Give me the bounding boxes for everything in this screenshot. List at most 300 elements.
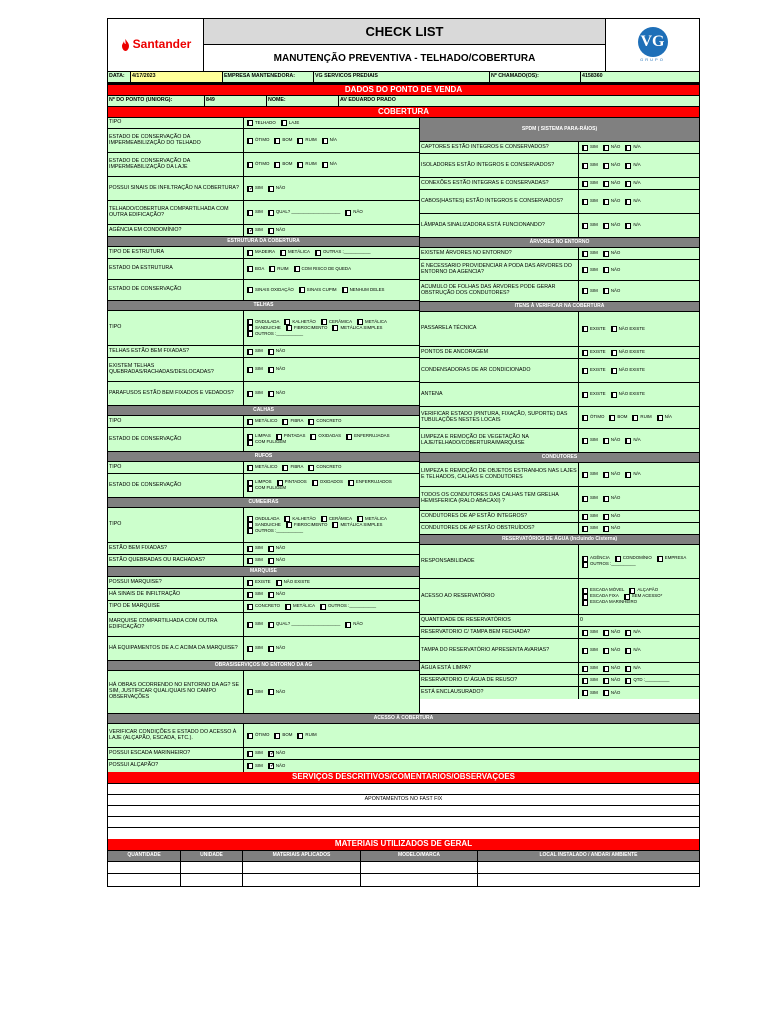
servicos-text[interactable] <box>108 828 699 839</box>
checkbox[interactable] <box>603 678 609 684</box>
checkbox[interactable] <box>274 733 280 739</box>
empresa-value[interactable]: VG SERVICOS PREDIAIS <box>314 72 490 82</box>
checkbox[interactable] <box>582 630 588 636</box>
option-sim[interactable] <box>582 630 598 636</box>
checkbox[interactable] <box>603 666 609 672</box>
checkbox[interactable] <box>582 392 588 398</box>
checkbox[interactable] <box>345 622 351 628</box>
option-existe[interactable] <box>582 392 606 398</box>
checkbox[interactable] <box>247 763 253 769</box>
option-bom[interactable] <box>274 162 292 168</box>
option-outros[interactable] <box>247 528 303 534</box>
option-nenhum-deles[interactable] <box>342 287 385 293</box>
option-oxidadas[interactable] <box>310 434 341 440</box>
checkbox[interactable] <box>625 145 631 151</box>
option-ruim[interactable] <box>632 415 651 421</box>
checkbox[interactable] <box>247 367 253 373</box>
checkbox[interactable] <box>277 480 283 486</box>
checkbox[interactable] <box>297 138 303 144</box>
option-nao[interactable] <box>268 763 286 769</box>
checkbox[interactable] <box>582 350 588 356</box>
checkbox[interactable] <box>315 250 321 256</box>
option-com-risco-de-queda[interactable] <box>294 266 352 272</box>
checkbox[interactable] <box>247 349 253 355</box>
option-sim[interactable] <box>247 763 263 769</box>
option-sim[interactable] <box>582 199 598 205</box>
checkbox[interactable] <box>282 465 288 471</box>
option-sinais-cupim[interactable] <box>299 287 337 293</box>
checkbox[interactable] <box>247 210 253 216</box>
option-n-a[interactable] <box>625 472 640 478</box>
option-nao[interactable] <box>268 391 286 397</box>
checkbox[interactable] <box>247 622 253 628</box>
checkbox[interactable] <box>268 546 274 552</box>
option-nao[interactable] <box>603 288 621 294</box>
materiais-cell[interactable] <box>361 862 478 873</box>
option-sim[interactable] <box>582 496 598 502</box>
servicos-text[interactable] <box>108 784 699 794</box>
option-n-a[interactable] <box>657 415 672 421</box>
checkbox[interactable] <box>582 600 588 606</box>
option-n-a[interactable] <box>625 199 640 205</box>
option-ruim[interactable] <box>297 733 316 739</box>
checkbox[interactable] <box>247 331 253 337</box>
checkbox[interactable] <box>625 223 631 229</box>
option-concreto[interactable] <box>308 465 341 471</box>
option-n-a[interactable] <box>625 163 640 169</box>
checkbox[interactable] <box>308 419 314 425</box>
checkbox[interactable] <box>582 514 588 520</box>
checkbox[interactable] <box>582 526 588 532</box>
checkbox[interactable] <box>268 391 274 397</box>
checkbox[interactable] <box>247 266 253 272</box>
option-metalica[interactable] <box>280 250 310 256</box>
option-ruim[interactable] <box>297 138 316 144</box>
option-sim[interactable] <box>247 367 263 373</box>
option-nao[interactable] <box>345 210 363 216</box>
option-madeira[interactable] <box>247 250 275 256</box>
materiais-cell[interactable] <box>243 862 361 873</box>
option-nao[interactable] <box>603 648 621 654</box>
checkbox[interactable] <box>625 472 631 478</box>
checkbox[interactable] <box>625 199 631 205</box>
option-nao[interactable] <box>603 472 621 478</box>
checkbox[interactable] <box>247 546 253 552</box>
checkbox[interactable] <box>247 228 253 234</box>
checkbox[interactable] <box>603 223 609 229</box>
option-n-a[interactable] <box>625 145 640 151</box>
option-sim[interactable] <box>582 648 598 654</box>
option-nao[interactable] <box>268 751 286 757</box>
checkbox[interactable] <box>582 326 588 332</box>
checkbox[interactable] <box>342 287 348 293</box>
answer-value[interactable]: 0 <box>579 615 699 626</box>
checkbox[interactable] <box>582 199 588 205</box>
option-nao[interactable] <box>603 181 621 187</box>
option-sim[interactable] <box>582 288 598 294</box>
checkbox[interactable] <box>603 496 609 502</box>
checkbox[interactable] <box>280 250 286 256</box>
ponto-numero-value[interactable]: 849 <box>205 96 267 106</box>
option-nao[interactable] <box>603 199 621 205</box>
option-sim[interactable] <box>247 751 263 757</box>
option-nao-existe[interactable] <box>611 392 645 398</box>
checkbox[interactable] <box>268 349 274 355</box>
checkbox[interactable] <box>603 526 609 532</box>
materiais-cell[interactable] <box>181 862 243 873</box>
checkbox[interactable] <box>582 288 588 294</box>
checkbox[interactable] <box>247 162 253 168</box>
data-value[interactable]: 4/17/2023 <box>131 72 223 82</box>
option-nao[interactable] <box>603 267 621 273</box>
option-metalica[interactable] <box>285 604 315 610</box>
checkbox[interactable] <box>611 350 617 356</box>
option-nao[interactable] <box>268 558 286 564</box>
option-pintadas[interactable] <box>276 434 306 440</box>
checkbox[interactable] <box>285 604 291 610</box>
checkbox[interactable] <box>582 496 588 502</box>
option-outras[interactable] <box>315 250 371 256</box>
checkbox[interactable] <box>657 415 663 421</box>
option-nao[interactable] <box>603 145 621 151</box>
checkbox[interactable] <box>247 558 253 564</box>
option-nao[interactable] <box>345 622 363 628</box>
option-qtd[interactable] <box>625 678 669 684</box>
servicos-text[interactable] <box>108 817 699 827</box>
option-outros[interactable] <box>247 331 303 337</box>
checkbox[interactable] <box>582 267 588 273</box>
option-escada-marinheiro[interactable] <box>582 600 637 606</box>
materiais-cell[interactable] <box>478 874 699 886</box>
option-sim[interactable] <box>582 438 598 444</box>
option-otimo[interactable] <box>247 733 269 739</box>
checkbox[interactable] <box>276 580 282 586</box>
servicos-text[interactable] <box>108 806 699 816</box>
option-sim[interactable] <box>247 186 263 192</box>
option-nao[interactable] <box>268 646 286 652</box>
checkbox[interactable] <box>625 181 631 187</box>
option-qual[interactable] <box>268 210 340 216</box>
option-n-a[interactable] <box>625 223 640 229</box>
checkbox[interactable] <box>609 415 615 421</box>
option-nao[interactable] <box>603 496 621 502</box>
option-sim[interactable] <box>582 690 598 696</box>
checkbox[interactable] <box>247 528 253 534</box>
option-boa[interactable] <box>247 266 264 272</box>
option-sim[interactable] <box>247 622 263 628</box>
checkbox[interactable] <box>274 138 280 144</box>
option-sim[interactable] <box>582 514 598 520</box>
option-n-a[interactable] <box>625 666 640 672</box>
option-sim[interactable] <box>582 181 598 187</box>
checkbox[interactable] <box>603 163 609 169</box>
option-sim[interactable] <box>247 210 263 216</box>
option-com-fuligem[interactable] <box>247 440 286 446</box>
materiais-cell[interactable] <box>478 862 699 873</box>
option-n-a[interactable] <box>322 162 337 168</box>
materiais-cell[interactable] <box>361 874 478 886</box>
option-bom[interactable] <box>609 415 627 421</box>
checkbox[interactable] <box>346 434 352 440</box>
ponto-nome-value[interactable]: AV EDUARDO PRADO <box>339 96 699 106</box>
option-nao[interactable] <box>268 367 286 373</box>
checkbox[interactable] <box>268 186 274 192</box>
checkbox[interactable] <box>582 562 588 568</box>
checkbox[interactable] <box>247 391 253 397</box>
checkbox[interactable] <box>268 689 274 695</box>
checkbox[interactable] <box>357 516 363 522</box>
checkbox[interactable] <box>247 440 253 446</box>
checkbox[interactable] <box>247 580 253 586</box>
checkbox[interactable] <box>286 325 292 331</box>
checkbox[interactable] <box>247 751 253 757</box>
checkbox[interactable] <box>247 250 253 256</box>
option-sim[interactable] <box>247 228 263 234</box>
chamado-value[interactable]: 4158360 <box>581 72 699 82</box>
checkbox[interactable] <box>603 267 609 273</box>
materiais-cell[interactable] <box>243 874 361 886</box>
option-nao[interactable] <box>268 689 286 695</box>
option-sem-acesso[interactable] <box>624 594 663 600</box>
checkbox[interactable] <box>322 162 328 168</box>
option-nao[interactable] <box>268 228 286 234</box>
checkbox[interactable] <box>247 419 253 425</box>
checkbox[interactable] <box>582 368 588 374</box>
option-existe[interactable] <box>582 350 606 356</box>
checkbox[interactable] <box>281 120 287 126</box>
option-concreto[interactable] <box>308 419 341 425</box>
option-metalica-simples[interactable] <box>332 325 382 331</box>
option-nao[interactable] <box>268 349 286 355</box>
option-n-a[interactable] <box>625 648 640 654</box>
option-nao[interactable] <box>603 630 621 636</box>
checkbox[interactable] <box>624 594 630 600</box>
checkbox[interactable] <box>268 367 274 373</box>
option-pintados[interactable] <box>277 480 307 486</box>
checkbox[interactable] <box>357 319 363 325</box>
checkbox[interactable] <box>603 145 609 151</box>
checkbox[interactable] <box>297 162 303 168</box>
checkbox[interactable] <box>625 438 631 444</box>
option-sim[interactable] <box>247 349 263 355</box>
option-oxidados[interactable] <box>312 480 343 486</box>
checkbox[interactable] <box>603 199 609 205</box>
checkbox[interactable] <box>345 210 351 216</box>
option-fibra[interactable] <box>282 465 303 471</box>
checkbox[interactable] <box>282 419 288 425</box>
checkbox[interactable] <box>582 690 588 696</box>
checkbox[interactable] <box>247 592 253 598</box>
option-nao-existe[interactable] <box>611 350 645 356</box>
option-ruim[interactable] <box>297 162 316 168</box>
option-existe[interactable] <box>582 368 606 374</box>
option-sim[interactable] <box>582 163 598 169</box>
option-nao[interactable] <box>603 678 621 684</box>
checkbox[interactable] <box>603 514 609 520</box>
checkbox[interactable] <box>268 646 274 652</box>
checkbox[interactable] <box>603 690 609 696</box>
option-n-a[interactable] <box>625 438 640 444</box>
checkbox[interactable] <box>268 622 274 628</box>
option-outros[interactable] <box>582 562 636 568</box>
option-nao[interactable] <box>603 690 621 696</box>
checkbox[interactable] <box>310 434 316 440</box>
option-sinais-oxidacao[interactable] <box>247 287 294 293</box>
option-telhado[interactable] <box>247 120 276 126</box>
option-existe[interactable] <box>582 326 606 332</box>
option-n-a[interactable] <box>322 138 337 144</box>
option-sim[interactable] <box>247 391 263 397</box>
checkbox[interactable] <box>629 588 635 594</box>
option-nao[interactable] <box>603 163 621 169</box>
option-existe[interactable] <box>247 580 271 586</box>
option-metalico[interactable] <box>247 419 277 425</box>
option-sim[interactable] <box>247 546 263 552</box>
option-enferrujadas[interactable] <box>346 434 389 440</box>
option-nao-existe[interactable] <box>611 368 645 374</box>
checkbox[interactable] <box>582 415 588 421</box>
option-nao[interactable] <box>603 526 621 532</box>
checkbox[interactable] <box>269 266 275 272</box>
checkbox[interactable] <box>247 733 253 739</box>
checkbox[interactable] <box>268 592 274 598</box>
materiais-cell[interactable] <box>108 862 181 873</box>
checkbox[interactable] <box>625 678 631 684</box>
checkbox[interactable] <box>582 666 588 672</box>
checkbox[interactable] <box>603 648 609 654</box>
servicos-text[interactable]: APONTAMENTOS NO FAST FIX <box>364 796 443 803</box>
checkbox[interactable] <box>582 223 588 229</box>
option-nao[interactable] <box>603 251 621 257</box>
option-bom[interactable] <box>274 138 292 144</box>
option-nao[interactable] <box>268 546 286 552</box>
checkbox[interactable] <box>321 516 327 522</box>
checkbox[interactable] <box>286 522 292 528</box>
option-nao[interactable] <box>268 186 286 192</box>
checkbox[interactable] <box>297 733 303 739</box>
checkbox[interactable] <box>322 138 328 144</box>
checkbox[interactable] <box>268 210 274 216</box>
checkbox[interactable] <box>332 522 338 528</box>
checkbox[interactable] <box>611 392 617 398</box>
option-nao[interactable] <box>268 592 286 598</box>
checkbox[interactable] <box>247 486 253 492</box>
option-sim[interactable] <box>247 592 263 598</box>
option-sim[interactable] <box>582 251 598 257</box>
option-metalica-simples[interactable] <box>332 522 382 528</box>
checkbox[interactable] <box>657 556 663 562</box>
option-sim[interactable] <box>582 678 598 684</box>
checkbox[interactable] <box>582 648 588 654</box>
checkbox[interactable] <box>603 288 609 294</box>
option-enferrujados[interactable] <box>348 480 392 486</box>
option-bom[interactable] <box>274 733 292 739</box>
option-empresa[interactable] <box>657 556 686 562</box>
option-fibra[interactable] <box>282 419 303 425</box>
checkbox[interactable] <box>611 326 617 332</box>
checkbox[interactable] <box>603 630 609 636</box>
checkbox[interactable] <box>603 438 609 444</box>
option-com-fuligem[interactable] <box>247 486 286 492</box>
option-sim[interactable] <box>582 267 598 273</box>
checkbox[interactable] <box>632 415 638 421</box>
checkbox[interactable] <box>603 472 609 478</box>
option-sim[interactable] <box>582 666 598 672</box>
checkbox[interactable] <box>247 689 253 695</box>
option-qual[interactable] <box>268 622 340 628</box>
option-outros[interactable] <box>320 604 376 610</box>
checkbox[interactable] <box>268 558 274 564</box>
option-sim[interactable] <box>247 558 263 564</box>
option-otimo[interactable] <box>582 415 604 421</box>
checkbox[interactable] <box>582 145 588 151</box>
checkbox[interactable] <box>348 480 354 486</box>
option-otimo[interactable] <box>247 162 269 168</box>
option-nao[interactable] <box>603 438 621 444</box>
materiais-cell[interactable] <box>108 874 181 886</box>
option-ruim[interactable] <box>269 266 288 272</box>
checkbox[interactable] <box>247 138 253 144</box>
checkbox[interactable] <box>268 228 274 234</box>
checkbox[interactable] <box>276 434 282 440</box>
checkbox[interactable] <box>247 120 253 126</box>
option-metalico[interactable] <box>247 465 277 471</box>
checkbox[interactable] <box>268 751 274 757</box>
option-sim[interactable] <box>582 472 598 478</box>
materiais-cell[interactable] <box>181 874 243 886</box>
option-nao[interactable] <box>603 514 621 520</box>
checkbox[interactable] <box>582 472 588 478</box>
checkbox[interactable] <box>312 480 318 486</box>
checkbox[interactable] <box>247 465 253 471</box>
checkbox[interactable] <box>582 163 588 169</box>
checkbox[interactable] <box>294 266 300 272</box>
checkbox[interactable] <box>308 465 314 471</box>
checkbox[interactable] <box>611 368 617 374</box>
option-sim[interactable] <box>582 223 598 229</box>
checkbox[interactable] <box>625 648 631 654</box>
option-nao[interactable] <box>603 666 621 672</box>
option-sim[interactable] <box>247 646 263 652</box>
checkbox[interactable] <box>274 162 280 168</box>
checkbox[interactable] <box>247 604 253 610</box>
checkbox[interactable] <box>582 251 588 257</box>
checkbox[interactable] <box>625 666 631 672</box>
option-nao-existe[interactable] <box>276 580 310 586</box>
checkbox[interactable] <box>625 163 631 169</box>
checkbox[interactable] <box>582 678 588 684</box>
option-nao-existe[interactable] <box>611 326 645 332</box>
checkbox[interactable] <box>321 319 327 325</box>
checkbox[interactable] <box>603 251 609 257</box>
checkbox[interactable] <box>582 181 588 187</box>
option-n-a[interactable] <box>625 181 640 187</box>
option-concreto[interactable] <box>247 604 280 610</box>
option-n-a[interactable] <box>625 630 640 636</box>
option-sim[interactable] <box>582 526 598 532</box>
option-otimo[interactable] <box>247 138 269 144</box>
checkbox[interactable] <box>582 438 588 444</box>
checkbox[interactable] <box>332 325 338 331</box>
option-laje[interactable] <box>281 120 300 126</box>
checkbox[interactable] <box>268 763 274 769</box>
checkbox[interactable] <box>247 646 253 652</box>
option-sim[interactable] <box>247 689 263 695</box>
checkbox[interactable] <box>247 287 253 293</box>
checkbox[interactable] <box>615 556 621 562</box>
checkbox[interactable] <box>299 287 305 293</box>
checkbox[interactable] <box>247 186 253 192</box>
